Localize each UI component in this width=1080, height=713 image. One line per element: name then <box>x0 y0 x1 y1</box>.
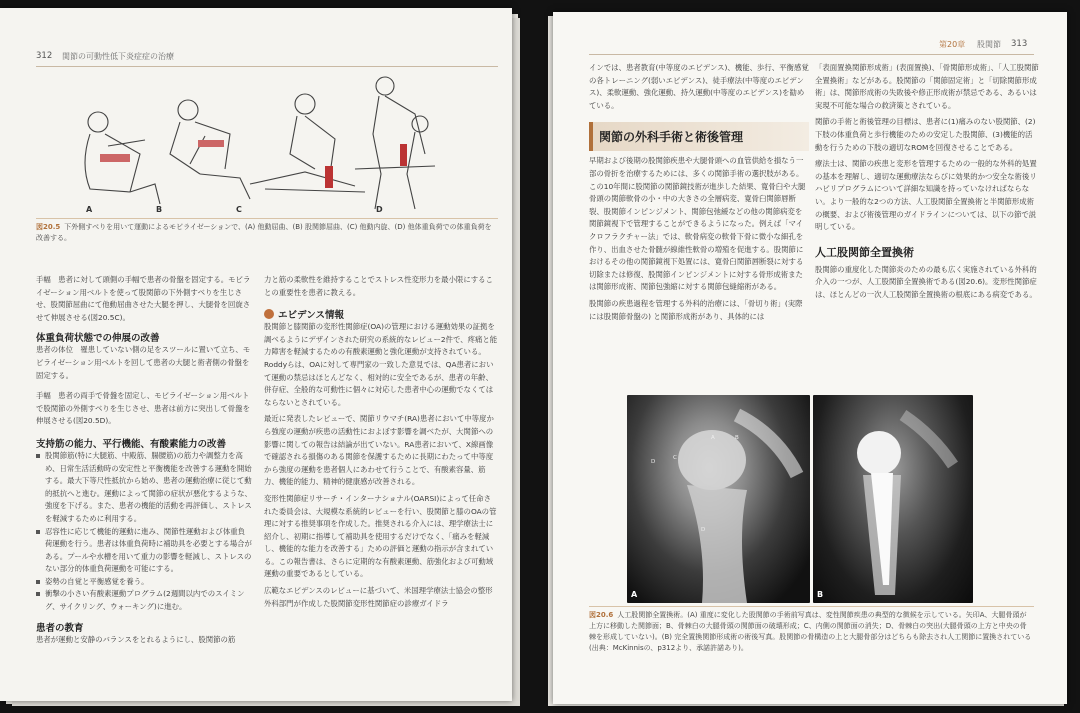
xray-mark-c: C <box>673 455 677 461</box>
xray-mark-d: D <box>651 459 656 465</box>
paragraph: 広範なエビデンスのレビューに基づいて、米国理学療法士協会の整形外科部門が作成した股関節変形性関節症の診療ガイドラ <box>264 586 493 608</box>
panel-label-a: A <box>86 205 93 214</box>
xray-image-a <box>627 395 810 603</box>
page-number: 312 <box>36 51 53 61</box>
xray-mark-b: B <box>735 435 739 441</box>
figure-number: 図20.5 <box>36 223 61 231</box>
panel-label-d: D <box>376 205 383 214</box>
left-page <box>0 8 512 701</box>
section-title-bar <box>589 122 809 151</box>
paragraph: 手幅 患者の両手で骨盤を固定し、モビライゼーション用ベルトで股関節の外側すべりを生じさせ、患者は前方に突出して骨盤を伸展させる(図20.5D)。 <box>36 391 250 426</box>
paragraph: 変形性関節症リサーチ・インターナショナル(OARSI)によって任命された委員会は、大規模な系統的レビューを行い、股関節と膝のOAの管理に対する推奨事項を作成した。推奨される介入には、理学療法士に紹介し、初期に指導して補助具を使用するだけでなく、「痛みを軽減し、機能的な能力を改善する」ための評価と運動の指示が含まれている。この報告書は、さらに定期的な有酸素運動、筋強化および可動域運動の重要であるとしている。 <box>264 493 497 579</box>
paragraph: 療法士は、関節の疾患と変形を管理するための一般的な外科的処置の基本を理解し、適切な運動療法ならびに効果的かつ安全な術後リハビリプログラムについて詳細な知識を持っていなければならない。より一般的な2つの方法、人工股関節全置換術と半関節形成術の概要、および術後管理のガイドラインについては、以下の節で説明している。 <box>815 159 1037 232</box>
xray-panel-label-a: A <box>631 590 638 599</box>
paragraph: 「表面置換関節形成術」(表面置換)、「骨関節形成術」、「人工股関節全置換術」などがある。股関節の「関節固定術」と「切除関節形成術」は、関節形成術の失敗後や修正形成術が禁忌である、あるいは実現不可能な場合の救済策とされている。 <box>815 63 1039 110</box>
chapter-number: 第20章 <box>939 40 966 49</box>
illustration-c <box>250 94 365 192</box>
section-heading: 人工股関節全置換術 <box>815 245 914 259</box>
left-column-2 <box>264 274 498 610</box>
paragraph: 患者が運動と安静のバランスをとれるようにし、股関節の筋 <box>36 634 236 644</box>
xray-mark-a: A <box>711 435 715 441</box>
panel-label-b: B <box>156 205 163 214</box>
section-heading: 患者の教育 <box>36 622 84 634</box>
page-number: 313 <box>1011 39 1028 49</box>
figure-20-5-caption <box>36 222 496 244</box>
list-item: 忍容性に応じて機能的運動に進み、関節性運動および体重負荷運動を行う。患者は体重負荷時に補助具を必要とする場合がある。プールや水槽を用いて重力の影響を軽減し、ストレスのない部分的体重負荷運動を可能にする。 <box>36 526 252 576</box>
list-item: 衝撃の小さい有酸素運動プログラム(2週間以内でのスイミング、サイクリング、ウォーキング)に進む。 <box>36 588 252 613</box>
list-item: 股関節筋(特に大腿筋、中殿筋、腸腰筋)の筋力や調整力を高め、日常生活活動時の安定性と平衡機能を改善する運動を開始する。最大下等尺性抵抗から始め、患者の運動治療に従じて動的抵抗へと進む。運動によって関節の症状が悪化するような、強度を下げる。また、患者の機能的活動を再評価し、ストレスを軽減するために利用する。 <box>36 450 252 526</box>
paragraph: インでは、患者教育(中等度のエビデンス)、機能、歩行、平衡感覚の各トレーニング(弱いエビデンス)、徒手療法(中等度のエビデンス)、柔軟運動、強化運動、持久運動(中等度のエビデンス)を勧めている。 <box>589 63 809 110</box>
xray-panel-label-b: B <box>817 590 824 599</box>
panel-label-c: C <box>236 205 242 214</box>
paragraph: 股関節の疾患過程を管理する外科的治療には、「骨切り術」(実際には股関節骨盤の) と関節形成術があり、具体的には <box>589 298 803 321</box>
evidence-box-header <box>264 307 498 321</box>
illustration-d <box>355 77 435 209</box>
evidence-icon <box>264 309 274 319</box>
figure-20-6-caption <box>589 610 1033 654</box>
list-item: 姿勢の自覚と平衡感覚を養う。 <box>36 576 252 589</box>
paragraph: 患者の体位 罹患していない側の足をスツールに置いて立ち、モビライゼーション用ベルトを回して患者の大腿と術者側の骨盤を固定する。 <box>36 345 251 380</box>
right-column-2 <box>815 62 1039 302</box>
right-page <box>553 12 1067 704</box>
left-column-1 <box>36 274 252 646</box>
xray-b-implant <box>813 395 973 603</box>
xray-image-b <box>813 395 973 603</box>
paragraph: 最近に発表したレビューで、関節リウマチ(RA)患者において中等度から強度の運動が疾患の活動性におよぼす影響を調べたが、大関節への影響に関しての報告は結論が出ていない。RA患者において、X線画像で確認される損傷のある関節を保護するために長期にわたって中等度から強度の運動を患者個人にあわせて行うことで、有酸素容量、筋力、機能的能力、精神的健康感が改善される。 <box>264 414 494 487</box>
figure-20-5-illustration <box>60 74 460 224</box>
paragraph: 股関節の重度化した関節炎のための最も広く実施されている外科的介入の一つが、人工股関節全置換術である(図20.6)。変形性関節症は、ほとんどの一次人工股関節全置換術の根底にある病変である。 <box>815 264 1037 299</box>
figure-number: 図20.6 <box>589 611 614 619</box>
running-header: 関節の可動性低下炎症症の治療 <box>62 52 174 61</box>
figure-caption-text: 人工股関節全置換術。(A) 重度に変化した股関節の手術前写真は、変性関節疾患の典型的な徴候を示している。矢印A、大腿骨頭が上方に移動した関節面；B、骨棘白の大腿骨頭の関節面の破壊形成；C、内側の関節面の消失；D、骨棘白の突出(大腿骨頭の上方と中央の骨棘を形成していない)。(B) 完全置換関節形成術の術後写真。股関節の骨構造の上と大腿骨部分はどちらも除去され人工関節に置換されている(出典：McKinnisの、p312より、承諾許諾あり)。 <box>589 611 1032 652</box>
chapter-title: 股関節 <box>977 40 1001 49</box>
header-rule <box>589 54 1034 55</box>
section-title: 関節の外科手術と術後管理 <box>599 130 744 145</box>
right-column-1 <box>589 62 809 323</box>
paragraph: 手幅 患者に対して頭側の手幅で患者の骨盤を固定する。モビライゼーション用ベルトを使って股関節の下外側すべりを生じさせ、股関節屈曲にて他動屈曲させた大腿を押し、大腿骨を回旋させて伸展させる(図20.5C)。 <box>36 275 251 322</box>
xray-a-bones <box>627 395 810 603</box>
paragraph: 力と筋の柔軟性を維持することでストレス性変形力を最小限にすることの重要性を患者に教える。 <box>264 275 493 297</box>
figure-caption-text: 下外側すべりを用いて運動によるモビライゼーションで、(A) 他動屈曲、(B) 股関節屈曲、(C) 他動内旋、(D) 他体重負荷での体重負荷を改善する。 <box>36 223 492 242</box>
paragraph: 早期および後期の股関節疾患や大腿骨頭への血管供給を損なう一部の骨折を治療するためには、多くの関節手術の選択肢がある。この10年間に股関節の関節鏡技術が進歩した結果、寛骨臼や大腿骨頭の関節軟骨の小・中の大きさの全層病変、寛骨臼関節唇断裂、股関節インピンジメント、関節包弛緩などの他の関節病変を関節鏡視下で管理することができるようになった。例えば「マイクロフラクチャー法」では、軟骨病変の軟骨下骨に微小な細孔を作り、出血させた骨髄が線維性軟骨の増殖を促進する。股関節におけるその他の関節鏡視下処置には、寛骨臼関節唇断裂に対する切除または修復、股関節インピンジメントに対する骨形成術または関節形成術、関節包強縮に対する関節包縫縮術がある。 <box>589 156 806 292</box>
figure-rule <box>589 606 1034 607</box>
section-heading: 支持筋の能力、平行機能、有酸素能力の改善 <box>36 438 227 450</box>
evidence-box-title: エビデンス情報 <box>278 310 345 322</box>
xray-mark-d-lower: D <box>701 527 706 533</box>
illustration-a <box>85 112 160 204</box>
figure-rule <box>36 218 498 219</box>
paragraph: 股関節と膝関節の変形性関節症(OA)の管理における運動効果の証拠を調べるようにデザインされた研究の系統的なレビュー2件で、疼痛と能力障害を軽減するための有酸素運動と強化運動が支持されている。Roddyらは、OAに対して専門家の一致した意見では、QA患者において運動の禁忌はほとんどなく、相対的に安全であるが、患者の年齢、併存症、全般的な可動性に個々に対応した患者中心の運動でなくてはならないとされている。 <box>264 322 498 407</box>
section-heading: 体重負荷状態での伸展の改善 <box>36 333 160 345</box>
paragraph: 関節の手術と術後管理の目標は、患者に(1)痛みのない股関節、(2)下肢の体重負荷と歩行機能のための安定した股関節、(3)機能的活動を行うための下肢の適切なROMを回復させることである。 <box>815 117 1036 152</box>
header-rule <box>36 66 498 67</box>
illustration-b <box>170 100 250 199</box>
